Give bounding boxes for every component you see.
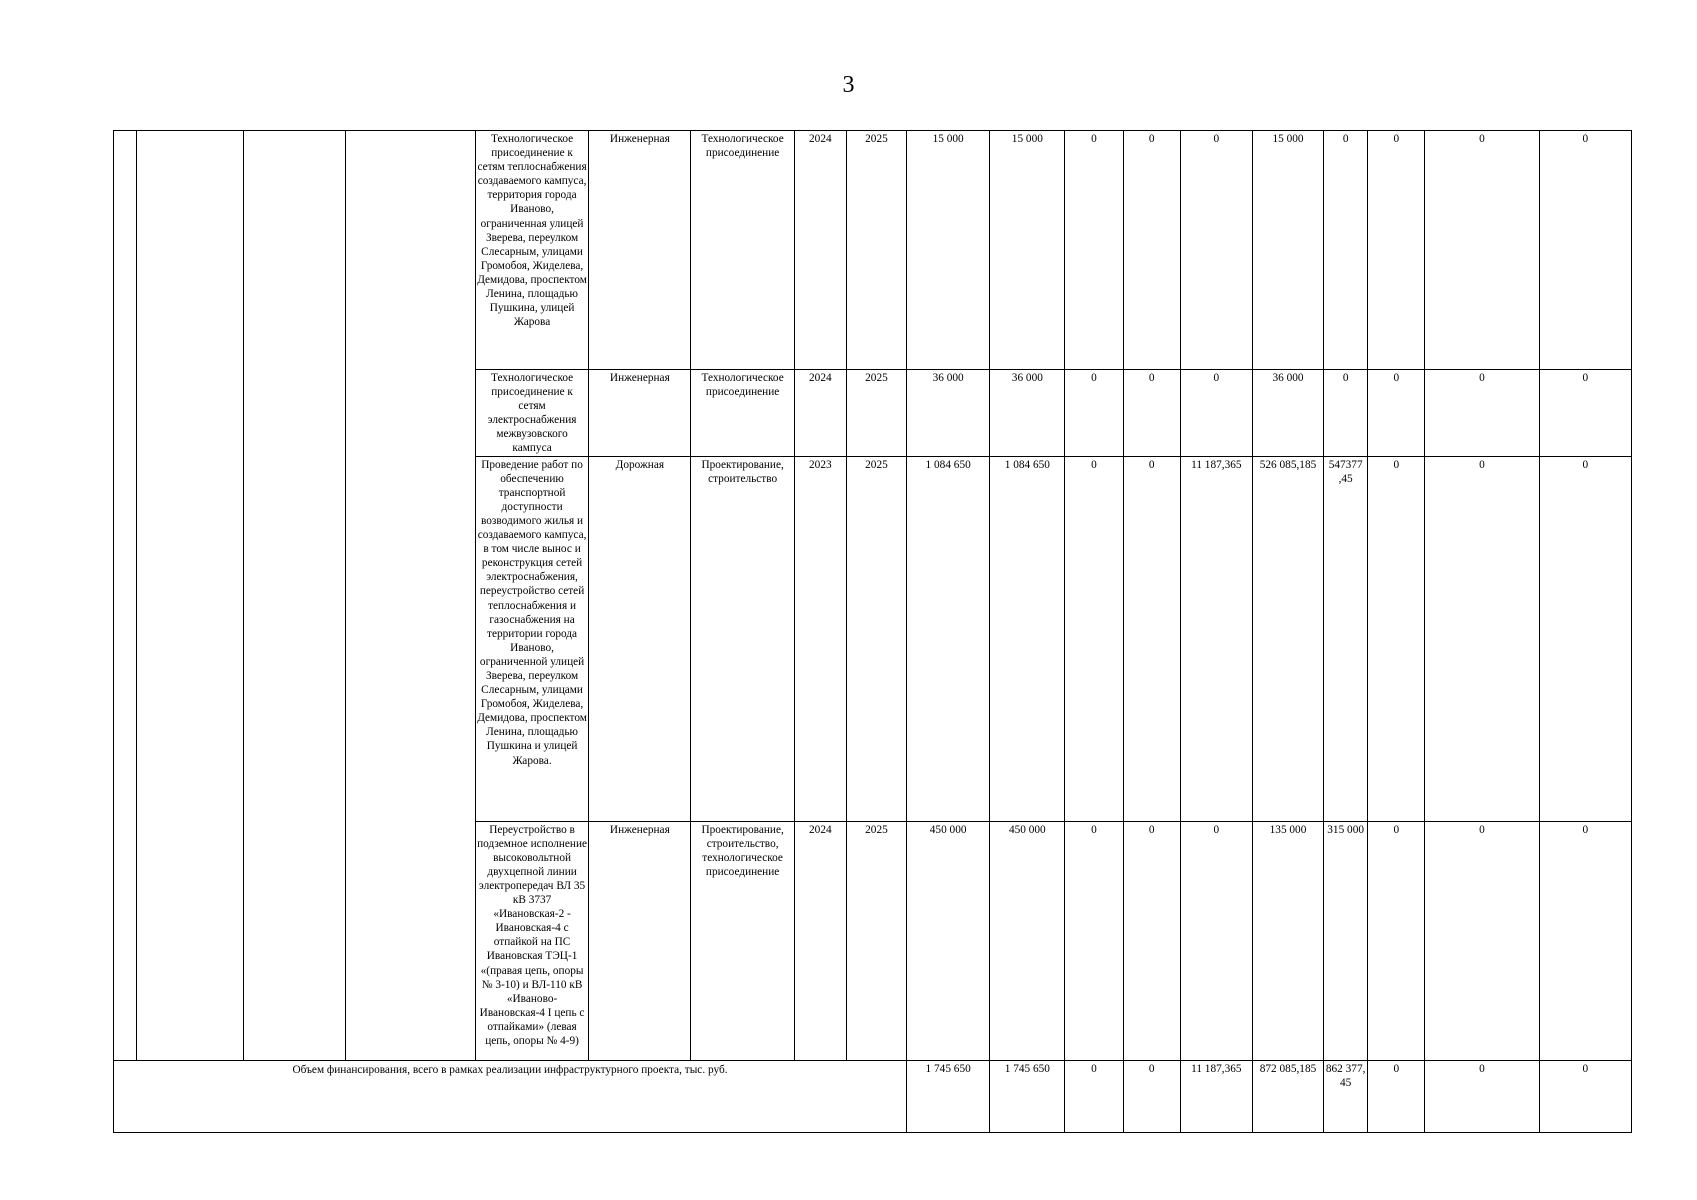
value-cell: 547377 ,45: [1324, 456, 1368, 821]
blank-cell: [114, 131, 137, 1061]
work-type: Технологическое присоединение: [691, 131, 794, 370]
end-year: 2025: [846, 456, 906, 821]
page-number: 3: [842, 72, 855, 98]
value-cell: 0: [1123, 456, 1180, 821]
object-type: Инженерная: [589, 131, 691, 370]
value-cell: 11 187,365: [1180, 456, 1252, 821]
value-cell: 0: [1123, 131, 1180, 370]
start-year: 2024: [794, 131, 846, 370]
total-row: [114, 1060, 1632, 1132]
object-type: Инженерная: [589, 821, 691, 1060]
blank-cell: [244, 131, 345, 1061]
value-cell: 15 000: [990, 131, 1065, 370]
value-cell: 135 000: [1252, 821, 1323, 1060]
value-cell: 0: [1065, 821, 1123, 1060]
value-cell: 450 000: [907, 821, 990, 1060]
value-cell: 0: [1539, 370, 1631, 457]
total-label: Объем финансирования, всего в рамках реализации инфраструктурного проекта, тыс. руб.: [114, 1060, 907, 1132]
value-cell: 315 000: [1324, 821, 1368, 1060]
value-cell: 15 000: [1252, 131, 1323, 370]
value-cell: 0: [1123, 821, 1180, 1060]
table-row: [114, 131, 1632, 370]
total-value: 0: [1123, 1060, 1180, 1132]
value-cell: 0: [1123, 370, 1180, 457]
work-type: Проектирование, строительство: [691, 456, 794, 821]
start-year: 2024: [794, 821, 846, 1060]
value-cell: 0: [1539, 131, 1631, 370]
value-cell: 450 000: [990, 821, 1065, 1060]
object-name: Технологическое присоединение к сетям электроснабжения межвузовского кампуса: [475, 370, 588, 457]
value-cell: 0: [1368, 456, 1425, 821]
value-cell: 36 000: [907, 370, 990, 457]
value-cell: 0: [1425, 370, 1539, 457]
total-value: 0: [1539, 1060, 1631, 1132]
total-value: 872 085,185: [1252, 1060, 1323, 1132]
financing-table: [113, 130, 1632, 1133]
value-cell: 0: [1368, 370, 1425, 457]
value-cell: 0: [1368, 131, 1425, 370]
work-type: Проектирование, строительство, технологическое присоединение: [691, 821, 794, 1060]
object-name: Технологическое присоединение к сетям теплоснабжения создаваемого кампуса, территория города Иваново, ограниченная улицей Зверева, переулком Слесарным, улицами Громобоя, Жиделева, Демидова, проспектом Ленина, площадью Пушкина, улицей Жарова: [475, 131, 588, 370]
value-cell: 0: [1180, 370, 1252, 457]
start-year: 2023: [794, 456, 846, 821]
value-cell: 0: [1539, 456, 1631, 821]
total-value: 0: [1425, 1060, 1539, 1132]
value-cell: 0: [1324, 370, 1368, 457]
object-type: Дорожная: [589, 456, 691, 821]
value-cell: 1 084 650: [990, 456, 1065, 821]
value-cell: 0: [1425, 456, 1539, 821]
total-value: 862 377, 45: [1324, 1060, 1368, 1132]
value-cell: 0: [1425, 131, 1539, 370]
total-value: 0: [1368, 1060, 1425, 1132]
value-cell: 0: [1324, 131, 1368, 370]
end-year: 2025: [846, 131, 906, 370]
total-value: 1 745 650: [907, 1060, 990, 1132]
value-cell: 0: [1065, 370, 1123, 457]
value-cell: 15 000: [907, 131, 990, 370]
object-type: Инженерная: [589, 370, 691, 457]
value-cell: 36 000: [1252, 370, 1323, 457]
value-cell: 1 084 650: [907, 456, 990, 821]
work-type: Технологическое присоединение: [691, 370, 794, 457]
value-cell: 0: [1180, 821, 1252, 1060]
total-value: 11 187,365: [1180, 1060, 1252, 1132]
blank-cell: [137, 131, 244, 1061]
value-cell: 0: [1065, 456, 1123, 821]
value-cell: 0: [1065, 131, 1123, 370]
object-name: Проведение работ по обеспечению транспортной доступности возводимого жилья и создаваемого кампуса, в том числе вынос и реконструкция сетей электроснабжения, переустройство сетей теплоснабжения и газоснабжения на территории города Иваново, ограниченной улицей Зверева, переулком Слесарным, улицами Громобоя, Жиделева, Демидова, проспектом Ленина, площадью Пушкина и улицей Жарова.: [475, 456, 588, 821]
value-cell: 0: [1368, 821, 1425, 1060]
value-cell: 526 085,185: [1252, 456, 1323, 821]
end-year: 2025: [846, 370, 906, 457]
total-value: 1 745 650: [990, 1060, 1065, 1132]
start-year: 2024: [794, 370, 846, 457]
value-cell: 0: [1539, 821, 1631, 1060]
object-name: Переустройство в подземное исполнение высоковольтной двухцепной линии электропередач ВЛ 35 кВ 3737 «Ивановская-2 - Ивановская-4 с отпайкой на ПС Ивановская ТЭЦ-1 «(правая цепь, опоры № 3-10) и ВЛ-110 кВ «Иваново-Ивановская-4 I цепь с отпайками» (левая цепь, опоры № 4-9): [475, 821, 588, 1060]
value-cell: 0: [1425, 821, 1539, 1060]
blank-cell: [345, 131, 475, 1061]
end-year: 2025: [846, 821, 906, 1060]
value-cell: 36 000: [990, 370, 1065, 457]
total-value: 0: [1065, 1060, 1123, 1132]
value-cell: 0: [1180, 131, 1252, 370]
